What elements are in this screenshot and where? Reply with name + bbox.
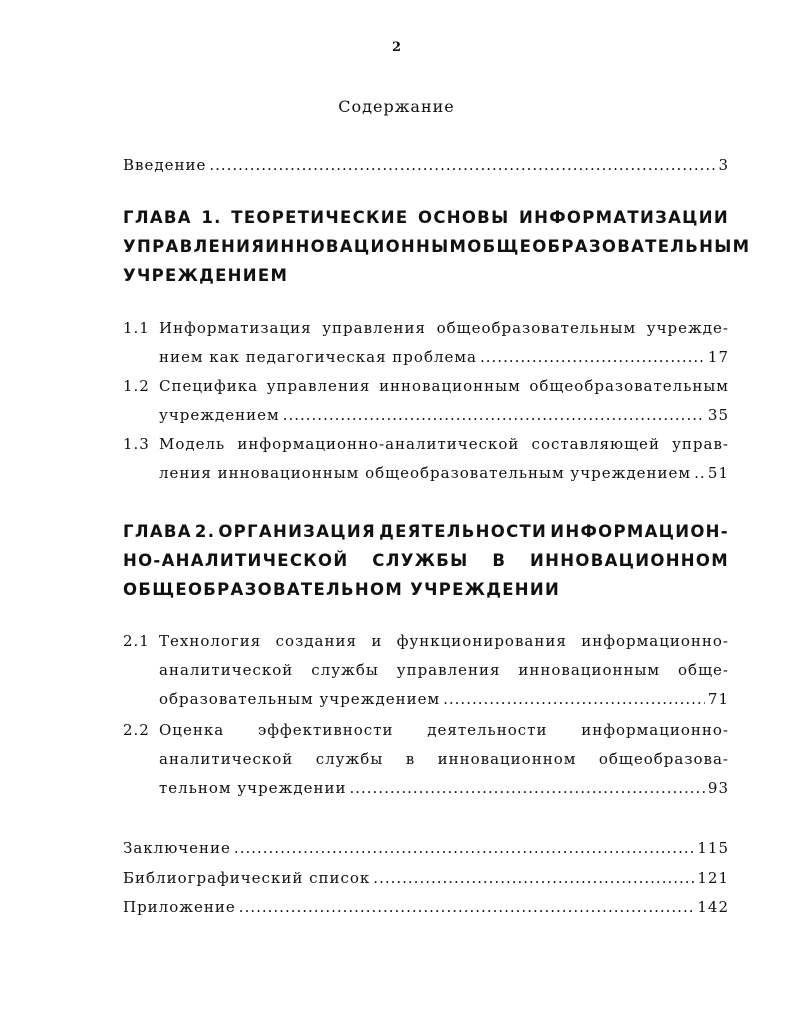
leader-dots <box>349 774 704 803</box>
word: СЛУЖБЫ <box>372 551 469 570</box>
toc-entry-page: 115 <box>697 839 729 857</box>
word: службы <box>311 661 379 679</box>
toc-section-1-2 <box>123 372 729 430</box>
chapter-heading-line <box>123 261 729 290</box>
leader-dots <box>283 401 705 430</box>
word: функционирования <box>396 632 567 650</box>
word: В <box>492 551 507 570</box>
word: аналитической <box>159 661 294 679</box>
toc-entry-label: Заключение <box>123 839 231 857</box>
word: составляющей <box>531 435 660 453</box>
word: создания <box>275 632 357 650</box>
word: Специфика <box>159 377 259 395</box>
toc-section-2-1 <box>123 627 729 714</box>
word: учрежде- <box>646 319 729 337</box>
word: управ- <box>672 435 729 453</box>
section-number: 2.1 <box>123 632 150 650</box>
word: общеобразова- <box>598 750 729 768</box>
toc-entry-page: 121 <box>697 869 729 887</box>
word: 1. <box>201 208 222 227</box>
chapter-line-text <box>123 517 729 546</box>
word: ТЕОРЕТИЧЕСКИЕ <box>231 208 409 227</box>
toc-entry-appendix <box>123 898 729 916</box>
chapter-heading-line <box>123 517 729 546</box>
section-line <box>123 656 729 685</box>
word: службы <box>315 750 384 768</box>
word: ИНФОРМАТИЗАЦИИ <box>519 208 729 227</box>
section-line-text: образовательным учреждением <box>159 690 441 708</box>
word: 2. <box>194 522 216 541</box>
section-line <box>123 401 729 430</box>
word: управления <box>266 377 371 395</box>
leader-dots <box>209 156 715 174</box>
section-line-text <box>159 372 729 401</box>
word: в <box>405 750 416 768</box>
leader-dots <box>480 343 705 372</box>
word: инновационным <box>518 661 661 679</box>
section-line-text <box>159 627 729 656</box>
word: ИННОВАЦИОННЫМ <box>265 237 468 256</box>
section-number: 1.3 <box>123 435 150 453</box>
section-line <box>123 372 729 401</box>
word: ОСНОВЫ <box>418 208 510 227</box>
toc-section-2-2 <box>123 716 729 803</box>
section-line-text <box>159 745 729 774</box>
word: ДЕЯТЕЛЬНОСТИ <box>379 522 548 541</box>
toc-entry-page: 35 <box>707 406 729 424</box>
section-line <box>123 774 729 803</box>
section-line-text <box>159 656 729 685</box>
word: информационно-аналитической <box>237 435 520 453</box>
toc-entry-page: 3 <box>718 156 729 174</box>
section-number: 1.1 <box>123 319 150 337</box>
section-number: 1.2 <box>123 377 150 395</box>
section-line-text: нием как педагогическая проблема <box>159 348 477 366</box>
toc-entry-label: Библиографический список <box>123 869 371 887</box>
chapter-line-text <box>123 232 750 261</box>
leader-dots <box>694 459 705 488</box>
word: аналитической <box>159 750 294 768</box>
chapter-heading-line <box>123 575 729 604</box>
page-title: Содержание <box>338 97 455 116</box>
word: Оценка <box>159 721 225 739</box>
word: Информатизация <box>159 319 312 337</box>
section-line <box>123 459 729 488</box>
section-line-text <box>159 430 729 459</box>
chapter-line-text <box>123 203 729 232</box>
word: информационно- <box>581 721 729 739</box>
section-line <box>123 627 729 656</box>
toc-section-1-1 <box>123 314 729 372</box>
toc-entry-conclusion <box>123 839 729 857</box>
section-number: 2.2 <box>123 721 150 739</box>
word: инновационным <box>379 377 521 395</box>
word: общеобразовательным <box>529 377 729 395</box>
chapter-line-text <box>123 546 729 575</box>
toc-entry-page: 142 <box>697 898 729 916</box>
toc-entry-bibliography <box>123 869 729 887</box>
word: ИННОВАЦИОННОМ <box>530 551 729 570</box>
word: инновационном <box>437 750 577 768</box>
chapter-line-text: УЧРЕЖДЕНИЕМ <box>123 266 289 285</box>
toc-entry-page: 71 <box>707 690 729 708</box>
toc-entry-page: 17 <box>707 348 729 366</box>
word: деятельности <box>427 721 548 739</box>
section-line <box>123 430 729 459</box>
word: общеобразовательным <box>436 319 637 337</box>
word: эффективности <box>257 721 394 739</box>
chapter-heading-line <box>123 232 751 261</box>
section-line <box>123 314 729 343</box>
toc-section-1-3 <box>123 430 729 488</box>
word: ОРГАНИЗАЦИЯ <box>218 522 376 541</box>
chapter-line-text: ОБЩЕОБРАЗОВАТЕЛЬНОМ УЧРЕЖДЕНИИ <box>123 580 561 599</box>
section-line-text: тельном учреждении <box>159 779 347 797</box>
section-line-text <box>159 716 729 745</box>
leader-dots <box>373 869 694 887</box>
leader-dots <box>443 685 705 714</box>
section-line <box>123 685 729 714</box>
toc-entry-page: 51 <box>707 464 729 482</box>
word: информационно- <box>581 632 729 650</box>
page-number: 2 <box>391 40 402 55</box>
word: и <box>371 632 383 650</box>
word: обще- <box>678 661 729 679</box>
toc-entry-label: Приложение <box>123 898 236 916</box>
chapter-heading-line <box>123 546 729 575</box>
leader-dots <box>234 839 694 857</box>
word: Модель <box>159 435 226 453</box>
section-line-text <box>159 314 729 343</box>
word: ГЛАВА <box>123 208 192 227</box>
toc-entry-intro <box>123 156 729 174</box>
word: ОБЩЕОБРАЗОВАТЕЛЬНЫМ <box>467 237 751 256</box>
section-line-text: учреждением <box>159 406 280 424</box>
toc-entry-page: 93 <box>707 779 729 797</box>
word: ИНФОРМАЦИОН- <box>550 522 729 541</box>
word: управления <box>322 319 426 337</box>
chapter-1-heading <box>123 203 751 290</box>
word: УПРАВЛЕНИЯ <box>123 237 266 256</box>
chapter-2-heading <box>123 517 729 604</box>
section-line <box>123 745 729 774</box>
word: ГЛАВА <box>123 522 192 541</box>
section-line <box>123 343 729 372</box>
toc-entry-label: Введение <box>123 156 207 174</box>
word: НО-АНАЛИТИЧЕСКОЙ <box>123 551 349 570</box>
section-line <box>123 716 729 745</box>
chapter-heading-line <box>123 203 729 232</box>
section-line-text: ления инновационным общеобразовательным учреждением <box>159 464 692 482</box>
word: Технология <box>159 632 262 650</box>
word: управления <box>396 661 501 679</box>
leader-dots <box>239 898 695 916</box>
